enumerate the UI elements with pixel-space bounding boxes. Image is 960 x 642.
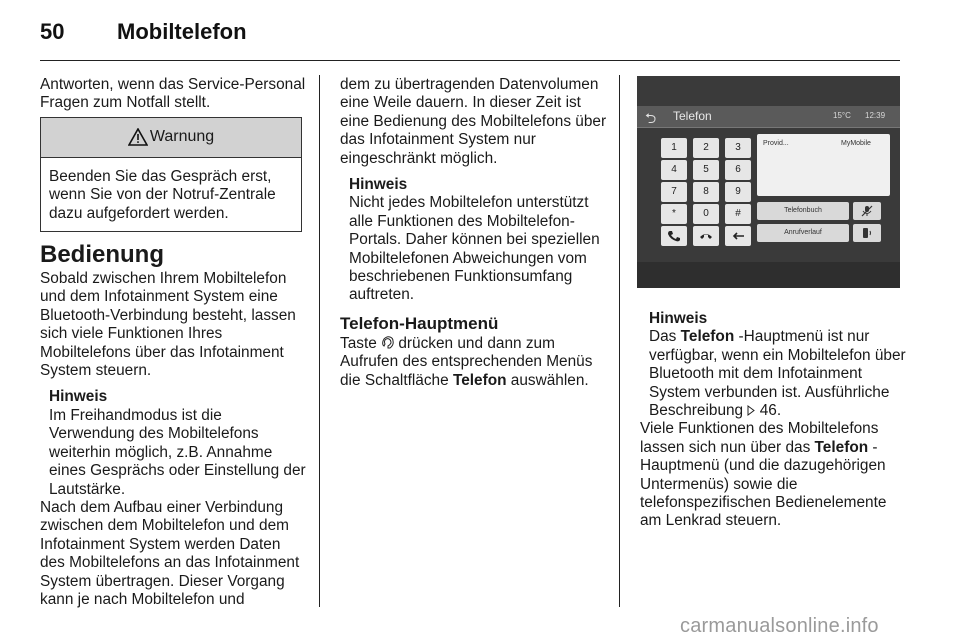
- text-fragment: Das: [649, 328, 681, 346]
- note-text: Im Freihandmodus ist die Verwendung des Mobiltelefons weiterhin möglich, z.B. Annahme eines Gesprächs oder Einstellung der Lautstärke.: [49, 406, 306, 498]
- text-fragment: drücken und dann zum Aufrufen des entsprechenden Menüs die Schaltfläche: [340, 334, 593, 389]
- features-paragraph: [640, 420, 908, 530]
- text-fragment: Taste: [340, 334, 382, 352]
- text-fragment: Viele Funktionen des Mobiltelefons lassen sich nun über das: [640, 420, 879, 456]
- keypad-key: *: [661, 204, 687, 224]
- subsection-heading: Telefon-Hauptmenü: [340, 313, 499, 333]
- mute-mic-button: [853, 202, 881, 220]
- telefon-menu-paragraph: [340, 335, 610, 390]
- chapter-title: Mobiltelefon: [117, 19, 247, 44]
- keypad-key: 8: [693, 182, 719, 202]
- provider-label: Provid...: [763, 140, 789, 147]
- keypad-key: 3: [725, 138, 751, 158]
- warning-box: [40, 117, 302, 232]
- note-label: Hinweis: [49, 388, 108, 406]
- column-2: [340, 76, 610, 390]
- keypad-key: 4: [661, 160, 687, 180]
- mobile-name-label: MyMobile: [841, 140, 871, 147]
- connection-paragraph: Nach dem Aufbau einer Verbindung zwischen dem Mobiltelefon und dem Infotainment System werden Daten des Mobiltelefons an das Infotainment System übertragen. Dieser Vorgang kann je nach Mobiltelefon und: [40, 498, 300, 608]
- keypad-key: 0: [693, 204, 719, 224]
- page-ref-number: 46: [759, 402, 777, 420]
- call-history-button: Anrufverlauf: [757, 224, 849, 242]
- hangup-button: [693, 226, 719, 246]
- note-label: Hinweis: [349, 176, 408, 194]
- back-arrow-icon: ⮌: [645, 110, 657, 126]
- note-text: Nicht jedes Mobiltelefon unterstützt alle Funktionen des Mobiltelefon-Portals. Daher können bei speziellen Mobiltelefonen Abweichungen vom beschriebenen Funktionsumfang auftreten.: [349, 194, 600, 304]
- text-fragment: auswählen.: [506, 371, 589, 389]
- warning-body: Beenden Sie das Gespräch erst, wenn Sie von der Notruf-Zentrale dazu aufgefordert werden.: [49, 167, 276, 222]
- call-button: [661, 226, 687, 246]
- page-number: 50: [40, 19, 65, 44]
- page-ref-arrow-icon: [747, 402, 755, 419]
- note-block: [640, 310, 908, 420]
- text-fragment: -Hauptmenü ist nur verfügbar, wenn ein Mobiltelefon über Bluetooth mit dem Infotainment System verbunden ist. Ausführliche Beschreibung: [649, 328, 906, 420]
- screen-title-bar: [637, 106, 900, 128]
- phonebook-button: Telefonbuch: [757, 202, 849, 220]
- note-block: [40, 388, 308, 498]
- keypad-key: 6: [725, 160, 751, 180]
- note-block: [340, 176, 610, 305]
- warning-title-bar: [41, 118, 301, 158]
- column-1: [40, 76, 308, 609]
- column-divider-2: [619, 75, 620, 607]
- keypad-key: 9: [725, 182, 751, 202]
- watermark: carmanualsonline.info: [680, 615, 879, 637]
- delete-button: [725, 226, 751, 246]
- keypad-key: 7: [661, 182, 687, 202]
- intro-paragraph: Antworten, wenn das Service-Personal Fragen zum Notfall stellt.: [40, 76, 306, 112]
- column-divider-1: [319, 75, 320, 607]
- screen-bottom-area: [637, 262, 900, 288]
- header-divider: [40, 60, 900, 61]
- keypad-key: 1: [661, 138, 687, 158]
- keypad-key: 5: [693, 160, 719, 180]
- warning-triangle-icon: [128, 128, 148, 146]
- warning-title: Warnung: [149, 128, 215, 146]
- handset-audio-button: [853, 224, 881, 242]
- keypad-key: #: [725, 204, 751, 224]
- continuation-paragraph: dem zu übertragenden Datenvolumen eine Weile dauern. In dieser Zeit ist eine Bedienung des Mobiltelefons über das Infotainment System nur eingeschränkt möglich.: [340, 76, 607, 167]
- screen-title: Telefon: [673, 109, 712, 123]
- text-fragment: -Hauptmenü (und die dazugehörigen Untermenüs) sowie die telefonspezifischen Bedienelemente am Lenkrad steuern.: [640, 438, 887, 530]
- screen-temperature: 15°C: [833, 111, 851, 120]
- telefon-button-ref: Telefon: [452, 371, 507, 389]
- phone-key-icon: [381, 335, 394, 352]
- telefon-ref: Telefon: [680, 328, 735, 346]
- text-fragment: .: [776, 402, 782, 420]
- bedienung-paragraph: Sobald zwischen Ihrem Mobiltelefon und dem Infotainment System eine Bluetooth-Verbindung besteht, lassen sich viele Funktionen Ihres Mobiltelefons über das Infotainment System steuern.: [40, 270, 296, 380]
- phone-info-panel: [757, 134, 890, 196]
- telefon-screen-figure: [637, 76, 900, 288]
- note-label: Hinweis: [649, 310, 708, 327]
- column-3: [640, 302, 908, 531]
- screen-time: 12:39: [865, 111, 886, 120]
- keypad-key: 2: [693, 138, 719, 158]
- note-text: [649, 328, 908, 420]
- telefon-ref: Telefon: [814, 438, 869, 456]
- section-heading: Bedienung: [40, 241, 164, 269]
